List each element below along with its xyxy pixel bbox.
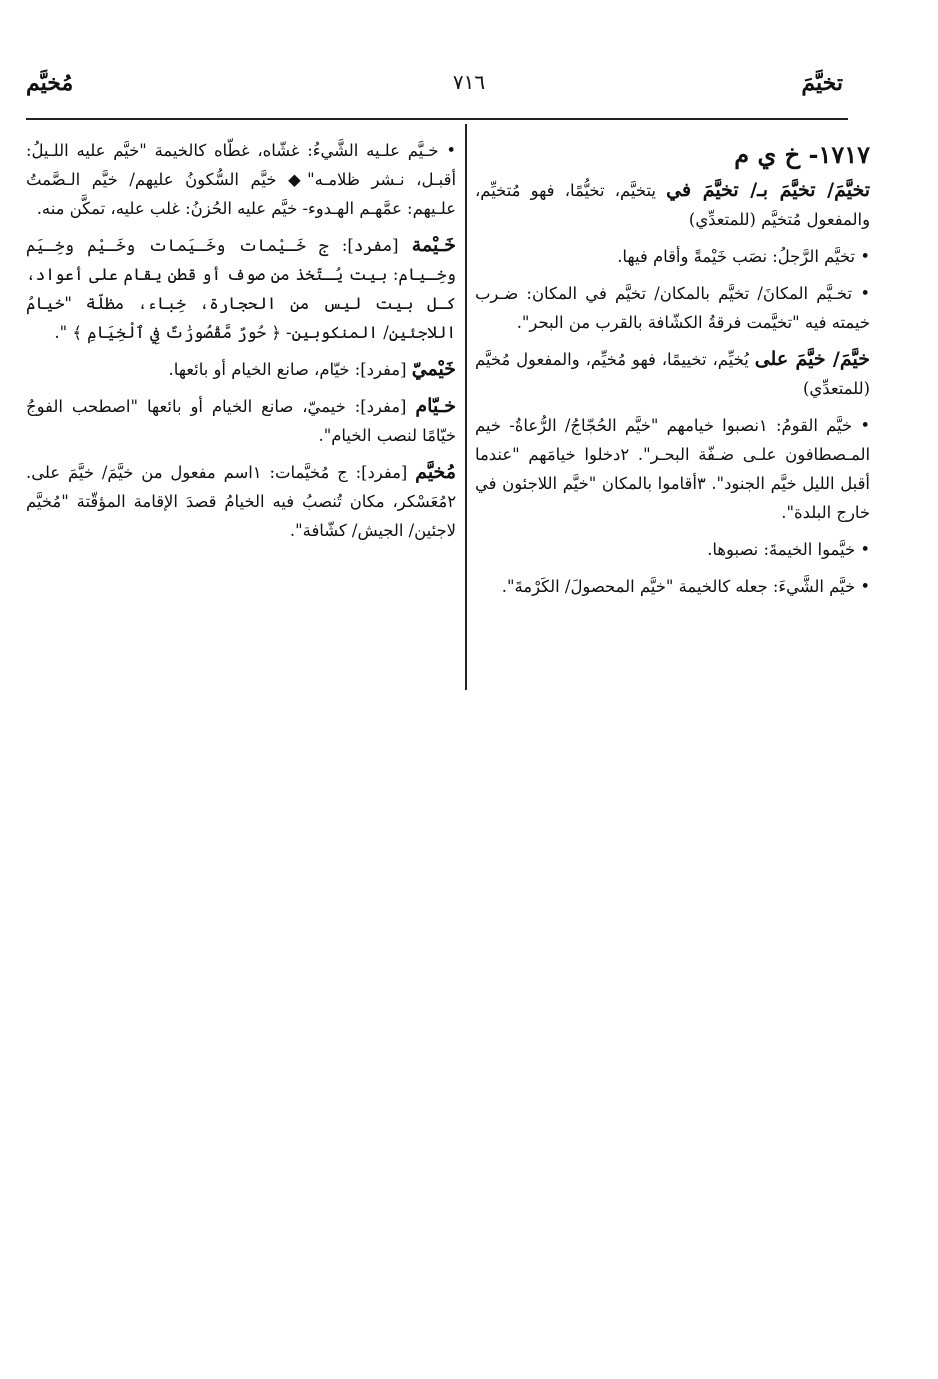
header-right-word: تخيَّمَ bbox=[801, 70, 843, 96]
entry-lemma: خـيّام bbox=[415, 395, 456, 417]
entry-lemma: خَيْميّ bbox=[411, 358, 456, 380]
header-rule bbox=[26, 118, 848, 120]
entry-paragraph bbox=[475, 345, 870, 403]
sense-item: • خـيَّم علـيه الشَّيءُ: غشّاه، غطّاه كالخيمة "خيَّم عليه اللـيلُ: أقبـل، نـشر ظلامـه"◆ خيَّم السُّكونُ عليهم/ خيَّم الـصَّمتُ علـيهم: عمَّهـم الهـدوء- خيَّم عليه الحُزنُ: غلب عليه، تمكَّن منه. bbox=[26, 136, 456, 223]
column-divider bbox=[465, 124, 467, 690]
root-heading: ١٧١٧- خ ي م bbox=[734, 140, 870, 169]
right-column bbox=[475, 136, 870, 609]
header-left-word: مُخيَّم bbox=[26, 70, 74, 96]
entry-text: [مفرد]: خيميّ، صانع الخيام أو بائعها "اصطحب الفوجُ خيّامًا لنصب الخيام". bbox=[26, 397, 456, 445]
sense-item: • خيَّم القومُ: ١نصبوا خيامهم "خيَّم الحُجّاجُ/ الرُّعاةُ- خيم المـصطافون علـى ضـفّة البحـر". ٢دخلوا خيامَهم "عندما أقبل الليل خيَّم الجنود". ٣أقاموا بالمكان "خيَّم اللاجئون في خارج البلدة". bbox=[475, 411, 870, 527]
sense-item: • تخيَّم الرَّجلُ: نصَب خَيْمةً وأقام فيها. bbox=[475, 242, 870, 271]
entry-text: يُخيِّم، تخييمًا، فهو مُخيِّم، والمفعول مُخيَّم (للمتعدِّي) bbox=[475, 350, 870, 398]
sense-item: • تخـيَّم المكانَ/ تخيَّم بالمكان/ تخيَّم في المكان: ضـرب خيمته فيه "تخيَّمت فرقةُ الكشّافة بالقرب من البحر". bbox=[475, 279, 870, 337]
entry-paragraph bbox=[26, 458, 456, 545]
entry-lemma: خَـيْمة bbox=[411, 234, 456, 256]
sense-item: • خيَّم الشَّيءَ: جعله كالخيمة "خيَّم المحصولَ/ الكَرْمةَ". bbox=[475, 572, 870, 601]
entry-paragraph bbox=[26, 392, 456, 450]
entry-text: [مفرد]: ج خَـيْمات وخَـيَمات وخَـيْم وخِـيَم وخِـيام: بيت يُـتّخذ من صوف أو قطن يقام على أعواد، كـل بيت ليس من الحجارة، خِباء، مظلّة "خيامُ اللاجئين/ المنكوبين- ﴿ حُورٌ مَّقْصُورَٰتٌ فِي ٱلْخِيَامِ ﴾ ". bbox=[26, 236, 456, 342]
entry-paragraph bbox=[26, 355, 456, 384]
entry-text: [مفرد]: خيّام، صانع الخيام أو بائعها. bbox=[168, 360, 412, 379]
entry-text: [مفرد]: ج مُخيَّمات: ١اسم مفعول من خيَّمَ/ خيَّمَ على. ٢مُعَسْكر، مكان تُنصبُ فيه الخيامُ قصدَ الإقامة المؤقّتة "مُخيَّم لاجئين/ الجيش/ كشّافة". bbox=[26, 463, 456, 540]
sense-item: • خيَّموا الخيمةَ: نصبوها. bbox=[475, 535, 870, 564]
page-number: ٧١٦ bbox=[452, 70, 486, 94]
left-column bbox=[26, 136, 456, 553]
entry-paragraph bbox=[475, 176, 870, 234]
entry-paragraph bbox=[26, 231, 456, 347]
entry-text: يتخيَّم، تخيُّمًا، فهو مُتخيِّم، والمفعول مُتخيَّم (للمتعدِّي) bbox=[475, 181, 870, 229]
entry-lemma: تخيَّمَ/ تخيَّمَ بـ/ تخيَّمَ في bbox=[666, 179, 871, 201]
entry-lemma: مُخيَّم bbox=[415, 461, 456, 483]
entry-lemma: خيَّمَ/ خيَّمَ على bbox=[754, 348, 870, 370]
